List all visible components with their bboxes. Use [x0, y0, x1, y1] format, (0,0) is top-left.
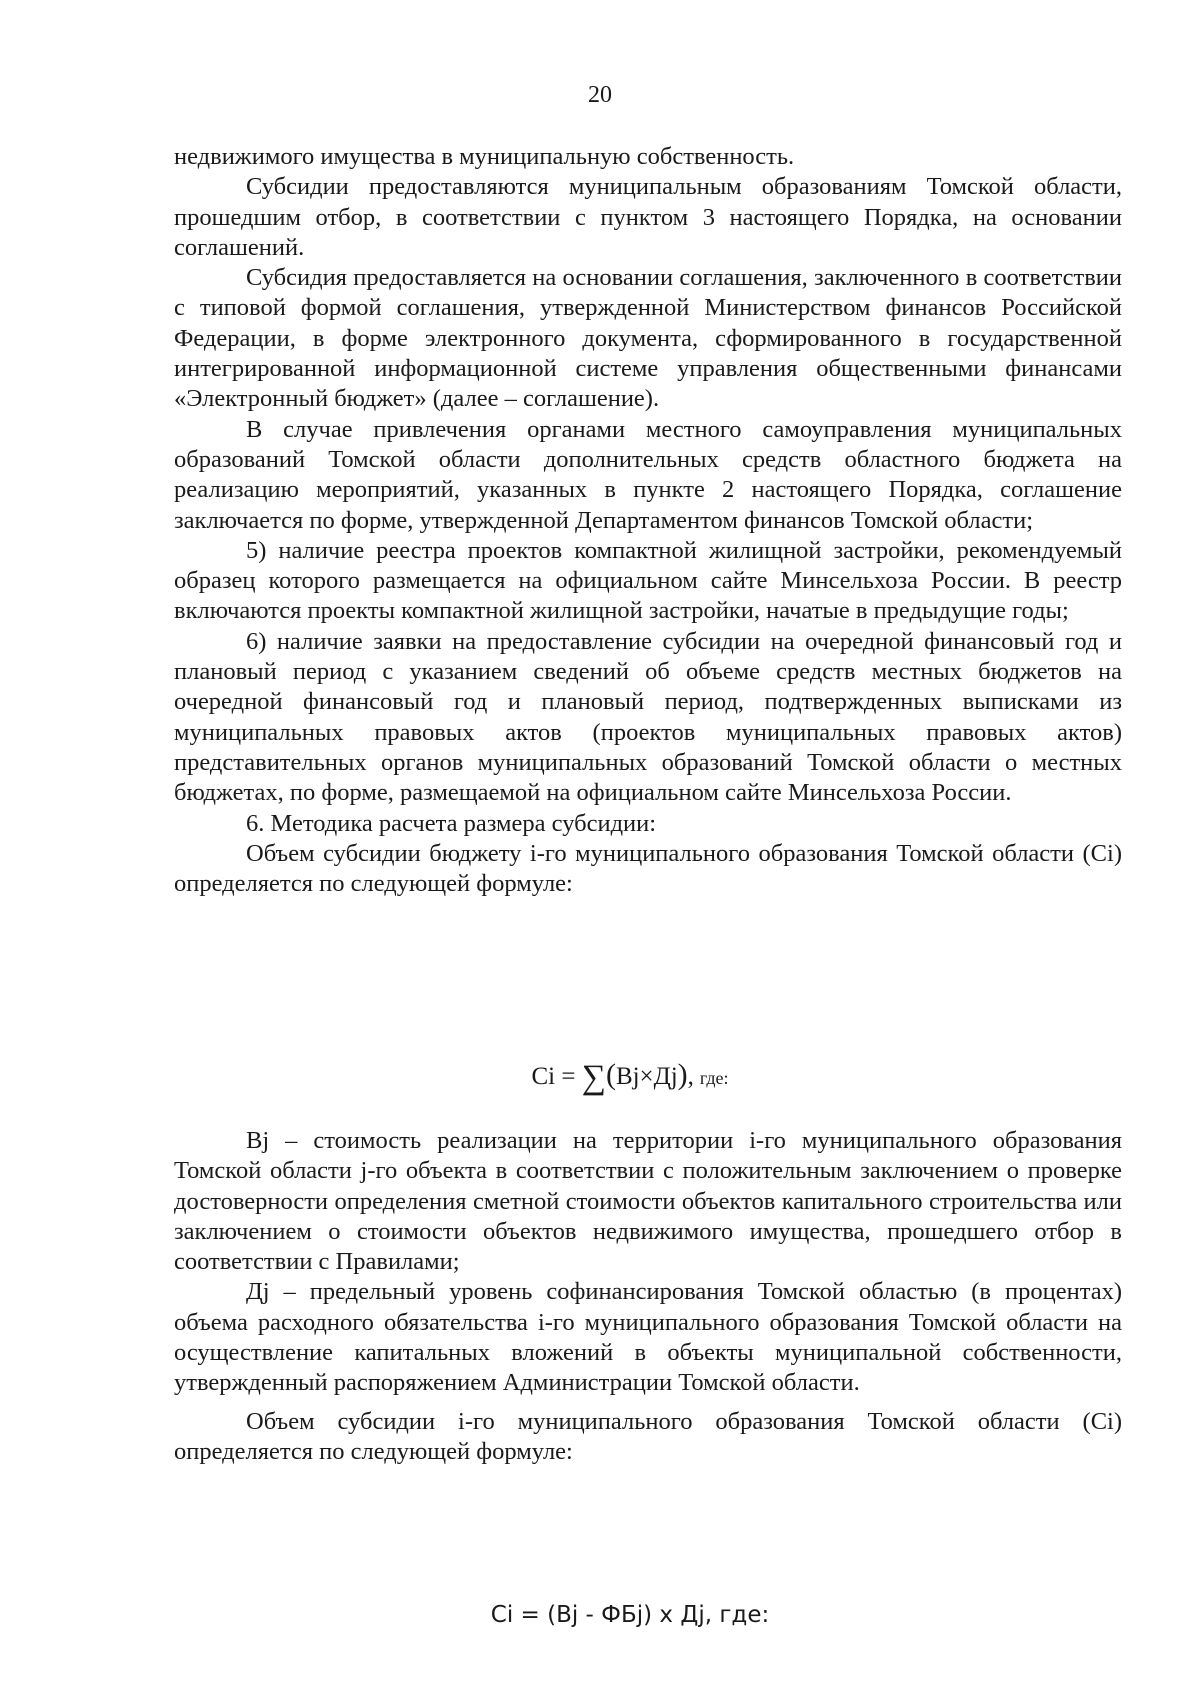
paragraph-subsidies-provided: Субсидии предоставляются муниципальным образованиям Томской области, прошедшим отбор, в соответствии с пунктом 3 настоящего Порядка, на основании соглашений.	[174, 173, 1122, 261]
formula-difference: Ci = (Bj - ФБj) x Дj, где:	[490, 1602, 770, 1628]
sum-symbol: ∑	[581, 1059, 606, 1096]
definition-bj: Bj – стоимость реализации на территории i-го муниципального образования Томской области j-го объекта в соответствии с положительным заключением о проверке достоверности определения сметной стоимости объектов капитального строительства или заключением о стоимости объектов недвижимого имущества, прошедшего отбор в соответствии с Правилами;	[174, 1127, 1122, 1276]
paren-open: (	[605, 1058, 616, 1091]
formula-lhs: Ci =	[531, 1063, 576, 1090]
paren-close: )	[677, 1058, 688, 1091]
definition-dj: Дj – предельный уровень софинансирования Томской областью (в процентах) объема расходного обязательства i-го муниципального образования Томской области на осуществление капитальных вложений в объекты муниципальной собственности, утвержденный распоряжением Администрации Томской области.	[174, 1278, 1122, 1397]
paragraph-continuation: недвижимого имущества в муниципальную собственность.	[174, 143, 795, 170]
definitions-body	[174, 1126, 1122, 1467]
paragraph-formula-intro: Объем субсидии бюджету i-го муниципального образования Томской области (Ci) определяется по следующей формуле:	[174, 839, 1122, 898]
formula-where: где:	[699, 1068, 729, 1088]
paragraph-additional-funds: В случае привлечения органами местного самоуправления муниципальных образований Томской области дополнительных средств областного бюджета на реализацию мероприятий, указанных в пункте 2 настоящего Порядка, соглашение заключается по форме, утвержденной Департаментом финансов Томской области;	[174, 415, 1122, 534]
section-heading-methodology: 6. Методика расчета размера субсидии:	[246, 809, 657, 837]
formula-sum: Ci = ∑(Bj×Дj), где:	[531, 1058, 729, 1096]
formula-body: Bj×Дj	[615, 1063, 678, 1090]
paragraph-formula-intro-2: Объем субсидии i-го муниципального образования Томской области (Ci) определяется по следующей формуле:	[174, 1407, 1122, 1465]
page-number: 20	[588, 82, 612, 108]
paragraph-item-5: 5) наличие реестра проектов компактной жилищной застройки, рекомендуемый образец которого размещается на официальном сайте Минсельхоза России. В реестр включаются проекты компактной жилищной застройки, начатые в предыдущие годы;	[174, 536, 1122, 625]
document-body	[174, 142, 1122, 899]
paragraph-agreement: Субсидия предоставляется на основании соглашения, заключенного в соответствии с типовой формой соглашения, утвержденной Министерством финансов Российской Федерации, в форме электронного документа, сформированного в государственной интегрированной информационной системе управления общественными финансами «Электронный бюджет» (далее – соглашение).	[174, 264, 1122, 413]
paragraph-item-6: 6) наличие заявки на предоставление субсидии на очередной финансовый год и плановый период с указанием сведений об объеме средств местных бюджетов на очередной финансовый год и плановый период, подтвержденных выписками из муниципальных правовых актов (проектов муниципальных правовых актов) представительных органов муниципальных образований Томской области о местных бюджетах, по форме, размещаемой на официальном сайте Минсельхоза России.	[174, 627, 1122, 807]
